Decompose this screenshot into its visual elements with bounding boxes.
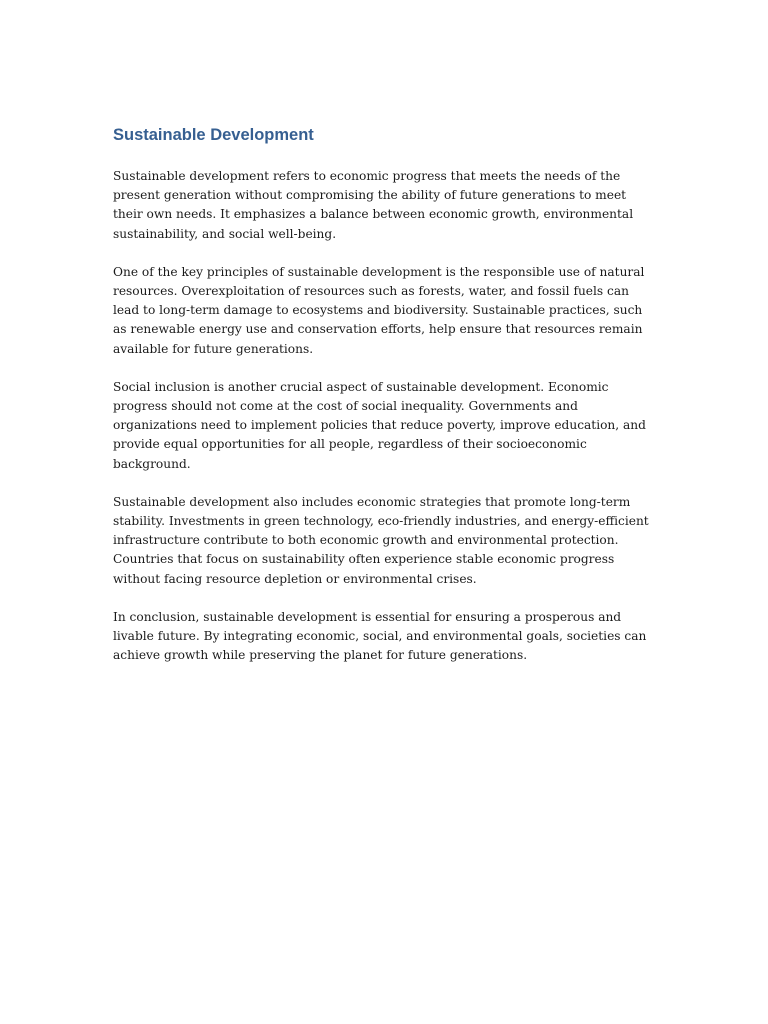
document-body [113,124,658,665]
paragraph-4: Sustainable development also includes economic strategies that promote long-term stability. Investments in green technology, eco-friendly industries, and energy-efficient infrastructure contribute to both economic growth and environmental protection. Countries that focus on sustainability often experience stable economic progress without facing resource depletion or environmental crises. [113,494,649,586]
document-title: Sustainable Development [113,126,314,144]
paragraph-1: Sustainable development refers to economic progress that meets the needs of the present generation without compromising the ability of future generations to meet their own needs. It emphasizes a balance between economic growth, environmental sustainability, and social well-being. [113,169,634,241]
paragraph-3: Social inclusion is another crucial aspect of sustainable development. Economic progress should not come at the cost of social inequality. Governments and organizations need to implement policies that reduce poverty, improve education, and provide equal opportunities for all people, regardless of their socioeconomic background. [113,379,646,471]
paragraph-5: In conclusion, sustainable development is essential for ensuring a prosperous and livable future. By integrating economic, social, and environmental goals, societies can achieve growth while preserving the planet for future generations. [113,609,647,663]
paragraph-2: One of the key principles of sustainable development is the responsible use of natural resources. Overexploitation of resources such as forests, water, and fossil fuels can lead to long-term damage to ecosystems and biodiversity. Sustainable practices, such as renewable energy use and conservation efforts, help ensure that resources remain available for future generations. [113,264,645,356]
